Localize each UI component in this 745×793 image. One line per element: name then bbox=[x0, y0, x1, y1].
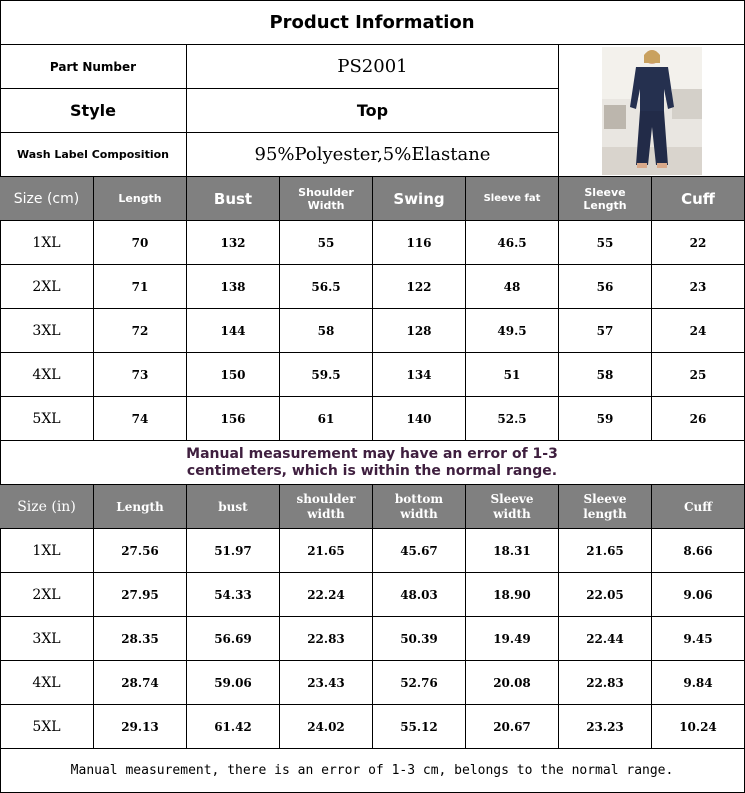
cm-cell: 58 bbox=[559, 353, 652, 397]
in-cell: 18.31 bbox=[466, 529, 559, 573]
cm-header-length: Length bbox=[94, 177, 187, 221]
cm-cell: 22 bbox=[652, 221, 745, 265]
measurement-note bbox=[0, 441, 745, 485]
cm-cell: 132 bbox=[187, 221, 280, 265]
in-cell: 10.24 bbox=[652, 705, 745, 749]
cm-cell: 25 bbox=[652, 353, 745, 397]
cm-cell: 3XL bbox=[0, 309, 94, 353]
in-cell: 51.97 bbox=[187, 529, 280, 573]
cm-cell: 1XL bbox=[0, 221, 94, 265]
in-cell: 22.44 bbox=[559, 617, 652, 661]
cm-cell: 5XL bbox=[0, 397, 94, 441]
cm-cell: 48 bbox=[466, 265, 559, 309]
in-cell: 23.23 bbox=[559, 705, 652, 749]
part-number-value: PS2001 bbox=[187, 45, 559, 89]
in-cell: 20.67 bbox=[466, 705, 559, 749]
in-cell: 45.67 bbox=[373, 529, 466, 573]
cm-cell: 73 bbox=[94, 353, 187, 397]
title-text: Product Information bbox=[269, 11, 475, 33]
in-cell: 19.49 bbox=[466, 617, 559, 661]
cm-cell: 59.5 bbox=[280, 353, 373, 397]
in-cell: 29.13 bbox=[94, 705, 187, 749]
in-header-bottom: bottom width bbox=[373, 485, 466, 529]
cm-cell: 56 bbox=[559, 265, 652, 309]
in-cell: 1XL bbox=[0, 529, 94, 573]
cm-cell: 138 bbox=[187, 265, 280, 309]
cm-cell: 59 bbox=[559, 397, 652, 441]
wash-value: 95%Polyester,5%Elastane bbox=[187, 133, 559, 177]
in-header-shoulder: shoulder width bbox=[280, 485, 373, 529]
in-cell: 27.56 bbox=[94, 529, 187, 573]
cm-header-bust: Bust bbox=[187, 177, 280, 221]
cm-cell: 70 bbox=[94, 221, 187, 265]
in-cell: 50.39 bbox=[373, 617, 466, 661]
cm-cell: 144 bbox=[187, 309, 280, 353]
in-cell: 22.24 bbox=[280, 573, 373, 617]
bottom-note-text: Manual measurement, there is an error of 1-3 cm, belongs to the normal range. bbox=[70, 763, 674, 778]
in-header-length: Length bbox=[94, 485, 187, 529]
cm-cell: 74 bbox=[94, 397, 187, 441]
cm-cell: 116 bbox=[373, 221, 466, 265]
in-cell: 4XL bbox=[0, 661, 94, 705]
cm-cell: 49.5 bbox=[466, 309, 559, 353]
in-cell: 8.66 bbox=[652, 529, 745, 573]
in-cell: 22.83 bbox=[559, 661, 652, 705]
cm-cell: 57 bbox=[559, 309, 652, 353]
in-cell: 55.12 bbox=[373, 705, 466, 749]
cm-cell: 61 bbox=[280, 397, 373, 441]
page-title bbox=[0, 0, 745, 45]
wash-label: Wash Label Composition bbox=[0, 133, 187, 177]
cm-cell: 128 bbox=[373, 309, 466, 353]
in-cell: 28.35 bbox=[94, 617, 187, 661]
cm-cell: 156 bbox=[187, 397, 280, 441]
cm-cell: 46.5 bbox=[466, 221, 559, 265]
cm-header-swing: Swing bbox=[373, 177, 466, 221]
cm-header-shoulder: Shoulder Width bbox=[280, 177, 373, 221]
cm-cell: 23 bbox=[652, 265, 745, 309]
in-cell: 61.42 bbox=[187, 705, 280, 749]
in-cell: 18.90 bbox=[466, 573, 559, 617]
cm-cell: 24 bbox=[652, 309, 745, 353]
in-cell: 2XL bbox=[0, 573, 94, 617]
product-image-cell bbox=[559, 45, 745, 177]
style-label: Style bbox=[0, 89, 187, 133]
cm-cell: 134 bbox=[373, 353, 466, 397]
in-header-sleeve-length: Sleeve length bbox=[559, 485, 652, 529]
product-photo bbox=[602, 47, 702, 175]
in-cell: 48.03 bbox=[373, 573, 466, 617]
in-cell: 59.06 bbox=[187, 661, 280, 705]
cm-cell: 26 bbox=[652, 397, 745, 441]
in-cell: 9.84 bbox=[652, 661, 745, 705]
in-cell: 28.74 bbox=[94, 661, 187, 705]
cm-header-cuff: Cuff bbox=[652, 177, 745, 221]
cm-cell: 58 bbox=[280, 309, 373, 353]
cm-cell: 72 bbox=[94, 309, 187, 353]
cm-cell: 56.5 bbox=[280, 265, 373, 309]
cm-cell: 122 bbox=[373, 265, 466, 309]
in-header-cuff: Cuff bbox=[652, 485, 745, 529]
in-cell: 24.02 bbox=[280, 705, 373, 749]
in-cell: 27.95 bbox=[94, 573, 187, 617]
cm-header-sleeve-fat: Sleeve fat bbox=[466, 177, 559, 221]
in-cell: 20.08 bbox=[466, 661, 559, 705]
in-cell: 56.69 bbox=[187, 617, 280, 661]
part-number-label: Part Number bbox=[0, 45, 187, 89]
in-cell: 21.65 bbox=[280, 529, 373, 573]
in-cell: 52.76 bbox=[373, 661, 466, 705]
in-cell: 23.43 bbox=[280, 661, 373, 705]
in-header-size: Size (in) bbox=[0, 485, 94, 529]
measurement-note-text: Manual measurement may have an error of 1-3 centimeters, which is within the normal range. bbox=[186, 445, 558, 479]
cm-cell: 71 bbox=[94, 265, 187, 309]
in-cell: 22.83 bbox=[280, 617, 373, 661]
cm-cell: 55 bbox=[280, 221, 373, 265]
in-cell: 3XL bbox=[0, 617, 94, 661]
in-cell: 22.05 bbox=[559, 573, 652, 617]
in-cell: 5XL bbox=[0, 705, 94, 749]
style-value: Top bbox=[187, 89, 559, 133]
bottom-note bbox=[0, 749, 745, 793]
in-cell: 54.33 bbox=[187, 573, 280, 617]
cm-cell: 150 bbox=[187, 353, 280, 397]
cm-cell: 52.5 bbox=[466, 397, 559, 441]
cm-cell: 4XL bbox=[0, 353, 94, 397]
in-header-sleeve-width: Sleeve width bbox=[466, 485, 559, 529]
cm-header-size: Size (cm) bbox=[0, 177, 94, 221]
in-cell: 9.45 bbox=[652, 617, 745, 661]
in-cell: 21.65 bbox=[559, 529, 652, 573]
in-cell: 9.06 bbox=[652, 573, 745, 617]
cm-cell: 55 bbox=[559, 221, 652, 265]
cm-cell: 51 bbox=[466, 353, 559, 397]
in-header-bust: bust bbox=[187, 485, 280, 529]
cm-header-sleeve-length: Sleeve Length bbox=[559, 177, 652, 221]
cm-cell: 140 bbox=[373, 397, 466, 441]
cm-cell: 2XL bbox=[0, 265, 94, 309]
